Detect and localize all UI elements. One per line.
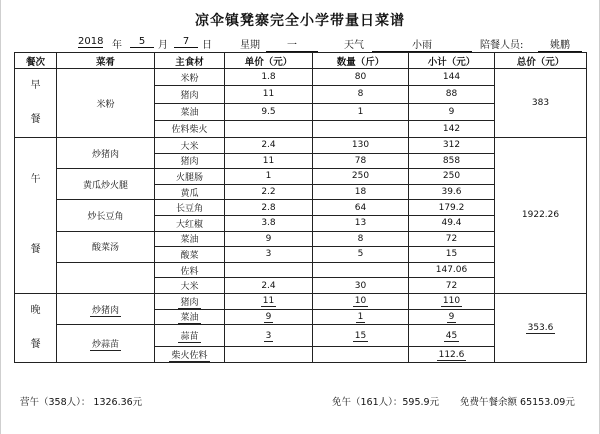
quantity-cell: 13: [313, 215, 409, 231]
quantity-cell: [313, 309, 409, 325]
dish-cell: [57, 325, 155, 363]
table-row: [15, 138, 587, 154]
quantity-cell: 250: [313, 169, 409, 185]
year-value: 2018: [78, 36, 104, 47]
ingredient-cell: [155, 293, 225, 309]
subtotal-cell: 72: [409, 231, 495, 247]
ingredient-cell: 长豆角: [155, 200, 225, 216]
year-label: 年: [112, 40, 122, 51]
dish-cell: 黄瓜炒火腿: [57, 169, 155, 200]
quantity-cell: 5: [313, 247, 409, 263]
meal-char: 餐: [30, 244, 41, 256]
col-header-total: 总价（元）: [495, 53, 587, 69]
ingredient-cell: 大米: [155, 278, 225, 294]
price-cell: 3: [225, 247, 313, 263]
subtotal-cell: 9: [409, 103, 495, 120]
month-label: 月: [158, 40, 168, 51]
free-lunch-summary: 免午（161人）：595.9元: [332, 397, 440, 408]
subtotal-cell: 179.2: [409, 200, 495, 216]
quantity-cell: 64: [313, 200, 409, 216]
price-cell: [225, 120, 313, 137]
price-value: 3: [265, 330, 272, 341]
price-cell: [225, 347, 313, 363]
quantity-cell: 78: [313, 153, 409, 169]
meal-char: 餐: [30, 114, 41, 125]
subtotal-value: 112.6: [438, 349, 465, 360]
menu-table: [14, 52, 587, 363]
quantity-cell: 80: [313, 69, 409, 86]
ingredient-name: 蒜苗: [180, 332, 199, 343]
ingredient-cell: 菜油: [155, 231, 225, 247]
subtotal-cell: 250: [409, 169, 495, 185]
subtotal-cell: 49.4: [409, 215, 495, 231]
subtotal-value: 110: [442, 296, 461, 307]
dish-cell: [57, 293, 155, 324]
quantity-cell: 18: [313, 184, 409, 200]
quantity-cell: [313, 262, 409, 278]
ingredient-cell: 米粉: [155, 69, 225, 86]
table-row: [15, 293, 587, 309]
price-cell: [225, 309, 313, 325]
price-cell: 2.4: [225, 138, 313, 154]
weekday-label: 星期: [240, 40, 260, 51]
col-header-ingredient: 主食材: [155, 53, 225, 69]
subtotal-cell: 144: [409, 69, 495, 86]
ingredient-name: 猪肉: [180, 297, 199, 308]
price-cell: 11: [225, 86, 313, 103]
table-row: [15, 69, 587, 86]
col-header-meal: 餐次: [15, 53, 57, 69]
companion-label: 陪餐人员:: [480, 40, 524, 51]
quantity-value: 15: [354, 330, 367, 341]
dish-cell: 炒猪肉: [57, 138, 155, 169]
subtotal-cell: 312: [409, 138, 495, 154]
ingredient-cell: 猪肉: [155, 153, 225, 169]
quantity-cell: 130: [313, 138, 409, 154]
subtotal-cell: 142: [409, 120, 495, 137]
subtotal-cell: 858: [409, 153, 495, 169]
meal-char: 早: [30, 80, 41, 91]
ingredient-cell: 酸菜: [155, 247, 225, 263]
subtotal-cell: [409, 347, 495, 363]
subtotal-value: 9: [448, 311, 455, 322]
day-value: 7: [174, 36, 198, 48]
price-cell: 9: [225, 231, 313, 247]
price-cell: [225, 262, 313, 278]
ingredient-cell: 佐料柴火: [155, 120, 225, 137]
quantity-value: 1: [357, 311, 364, 322]
price-cell: 2.8: [225, 200, 313, 216]
month-value: 5: [130, 36, 154, 48]
ingredient-cell: [155, 325, 225, 347]
quantity-cell: 30: [313, 278, 409, 294]
meal-breakfast: [15, 69, 57, 138]
dish-name: 炒蒜苗: [91, 340, 119, 351]
total-cell: 383: [495, 69, 587, 138]
price-cell: 1: [225, 169, 313, 185]
price-value: 11: [262, 296, 275, 307]
weather-label: 天气: [344, 40, 364, 51]
ingredient-cell: 黄瓜: [155, 184, 225, 200]
ingredient-cell: 大米: [155, 138, 225, 154]
subtotal-cell: 88: [409, 86, 495, 103]
weather-value: 小雨: [372, 36, 472, 52]
ingredient-cell: 佐料: [155, 262, 225, 278]
ingredient-name: 菜油: [180, 313, 199, 324]
quantity-cell: 8: [313, 86, 409, 103]
quantity-value: 10: [354, 296, 367, 307]
price-cell: [225, 293, 313, 309]
meal-char: 午: [30, 174, 41, 186]
col-header-price: 单价（元）: [225, 53, 313, 69]
meal-char: 餐: [30, 338, 41, 350]
meal-dinner: [15, 293, 57, 362]
subtotal-cell: 15: [409, 247, 495, 263]
subtotal-cell: [409, 309, 495, 325]
subtotal-cell: 147.06: [409, 262, 495, 278]
ingredient-cell: 菜油: [155, 103, 225, 120]
dish-cell: 米粉: [57, 69, 155, 138]
subtotal-cell: [409, 325, 495, 347]
meal-lunch: [15, 138, 57, 294]
dish-cell: 炒长豆角: [57, 200, 155, 231]
price-cell: 1.8: [225, 69, 313, 86]
ingredient-cell: [155, 309, 225, 325]
ingredient-cell: 火腿肠: [155, 169, 225, 185]
weekday-value: 一: [266, 36, 318, 52]
meal-char: 晚: [30, 304, 41, 316]
total-cell: 1922.26: [495, 138, 587, 294]
date-row: [14, 36, 586, 52]
subtotal-cell: 72: [409, 278, 495, 294]
col-header-subtotal: 小计（元）: [409, 53, 495, 69]
price-cell: 9.5: [225, 103, 313, 120]
quantity-cell: [313, 120, 409, 137]
quantity-cell: 1: [313, 103, 409, 120]
quantity-cell: [313, 325, 409, 347]
quantity-cell: 8: [313, 231, 409, 247]
left-scan-edge: [0, 0, 1, 434]
quantity-cell: [313, 293, 409, 309]
subtotal-cell: 39.6: [409, 184, 495, 200]
dish-cell: 酸菜汤: [57, 231, 155, 262]
page-title: 凉伞镇凳寨完全小学带量日菜谱: [195, 13, 405, 29]
free-lunch-balance: 免费午餐余额 65153.09元: [460, 397, 575, 408]
subtotal-cell: [409, 293, 495, 309]
price-cell: 3.8: [225, 215, 313, 231]
ingredient-name: 柴火佐料: [171, 351, 208, 362]
price-value: 9: [265, 311, 272, 322]
col-header-dish: 菜肴: [57, 53, 155, 69]
total-value: 353.6: [527, 322, 554, 333]
ingredient-cell: 猪肉: [155, 86, 225, 103]
price-cell: [225, 325, 313, 347]
footer-summary: [14, 394, 586, 410]
price-cell: 2.4: [225, 278, 313, 294]
col-header-quantity: 数量（斤）: [313, 53, 409, 69]
quantity-cell: [313, 347, 409, 363]
total-cell: [495, 293, 587, 362]
paid-lunch-summary: 营午（358人）： 1326.36元: [20, 397, 143, 408]
ingredient-cell: [155, 347, 225, 363]
price-cell: 11: [225, 153, 313, 169]
subtotal-value: 45: [445, 330, 458, 341]
dish-cell-empty: [57, 262, 155, 293]
table-header-row: [15, 53, 587, 69]
ingredient-cell: 大红椒: [155, 215, 225, 231]
price-cell: 2.2: [225, 184, 313, 200]
companion-value: 姚鹏: [538, 36, 582, 52]
dish-name: 炒猪肉: [91, 305, 119, 316]
day-label: 日: [202, 40, 212, 51]
